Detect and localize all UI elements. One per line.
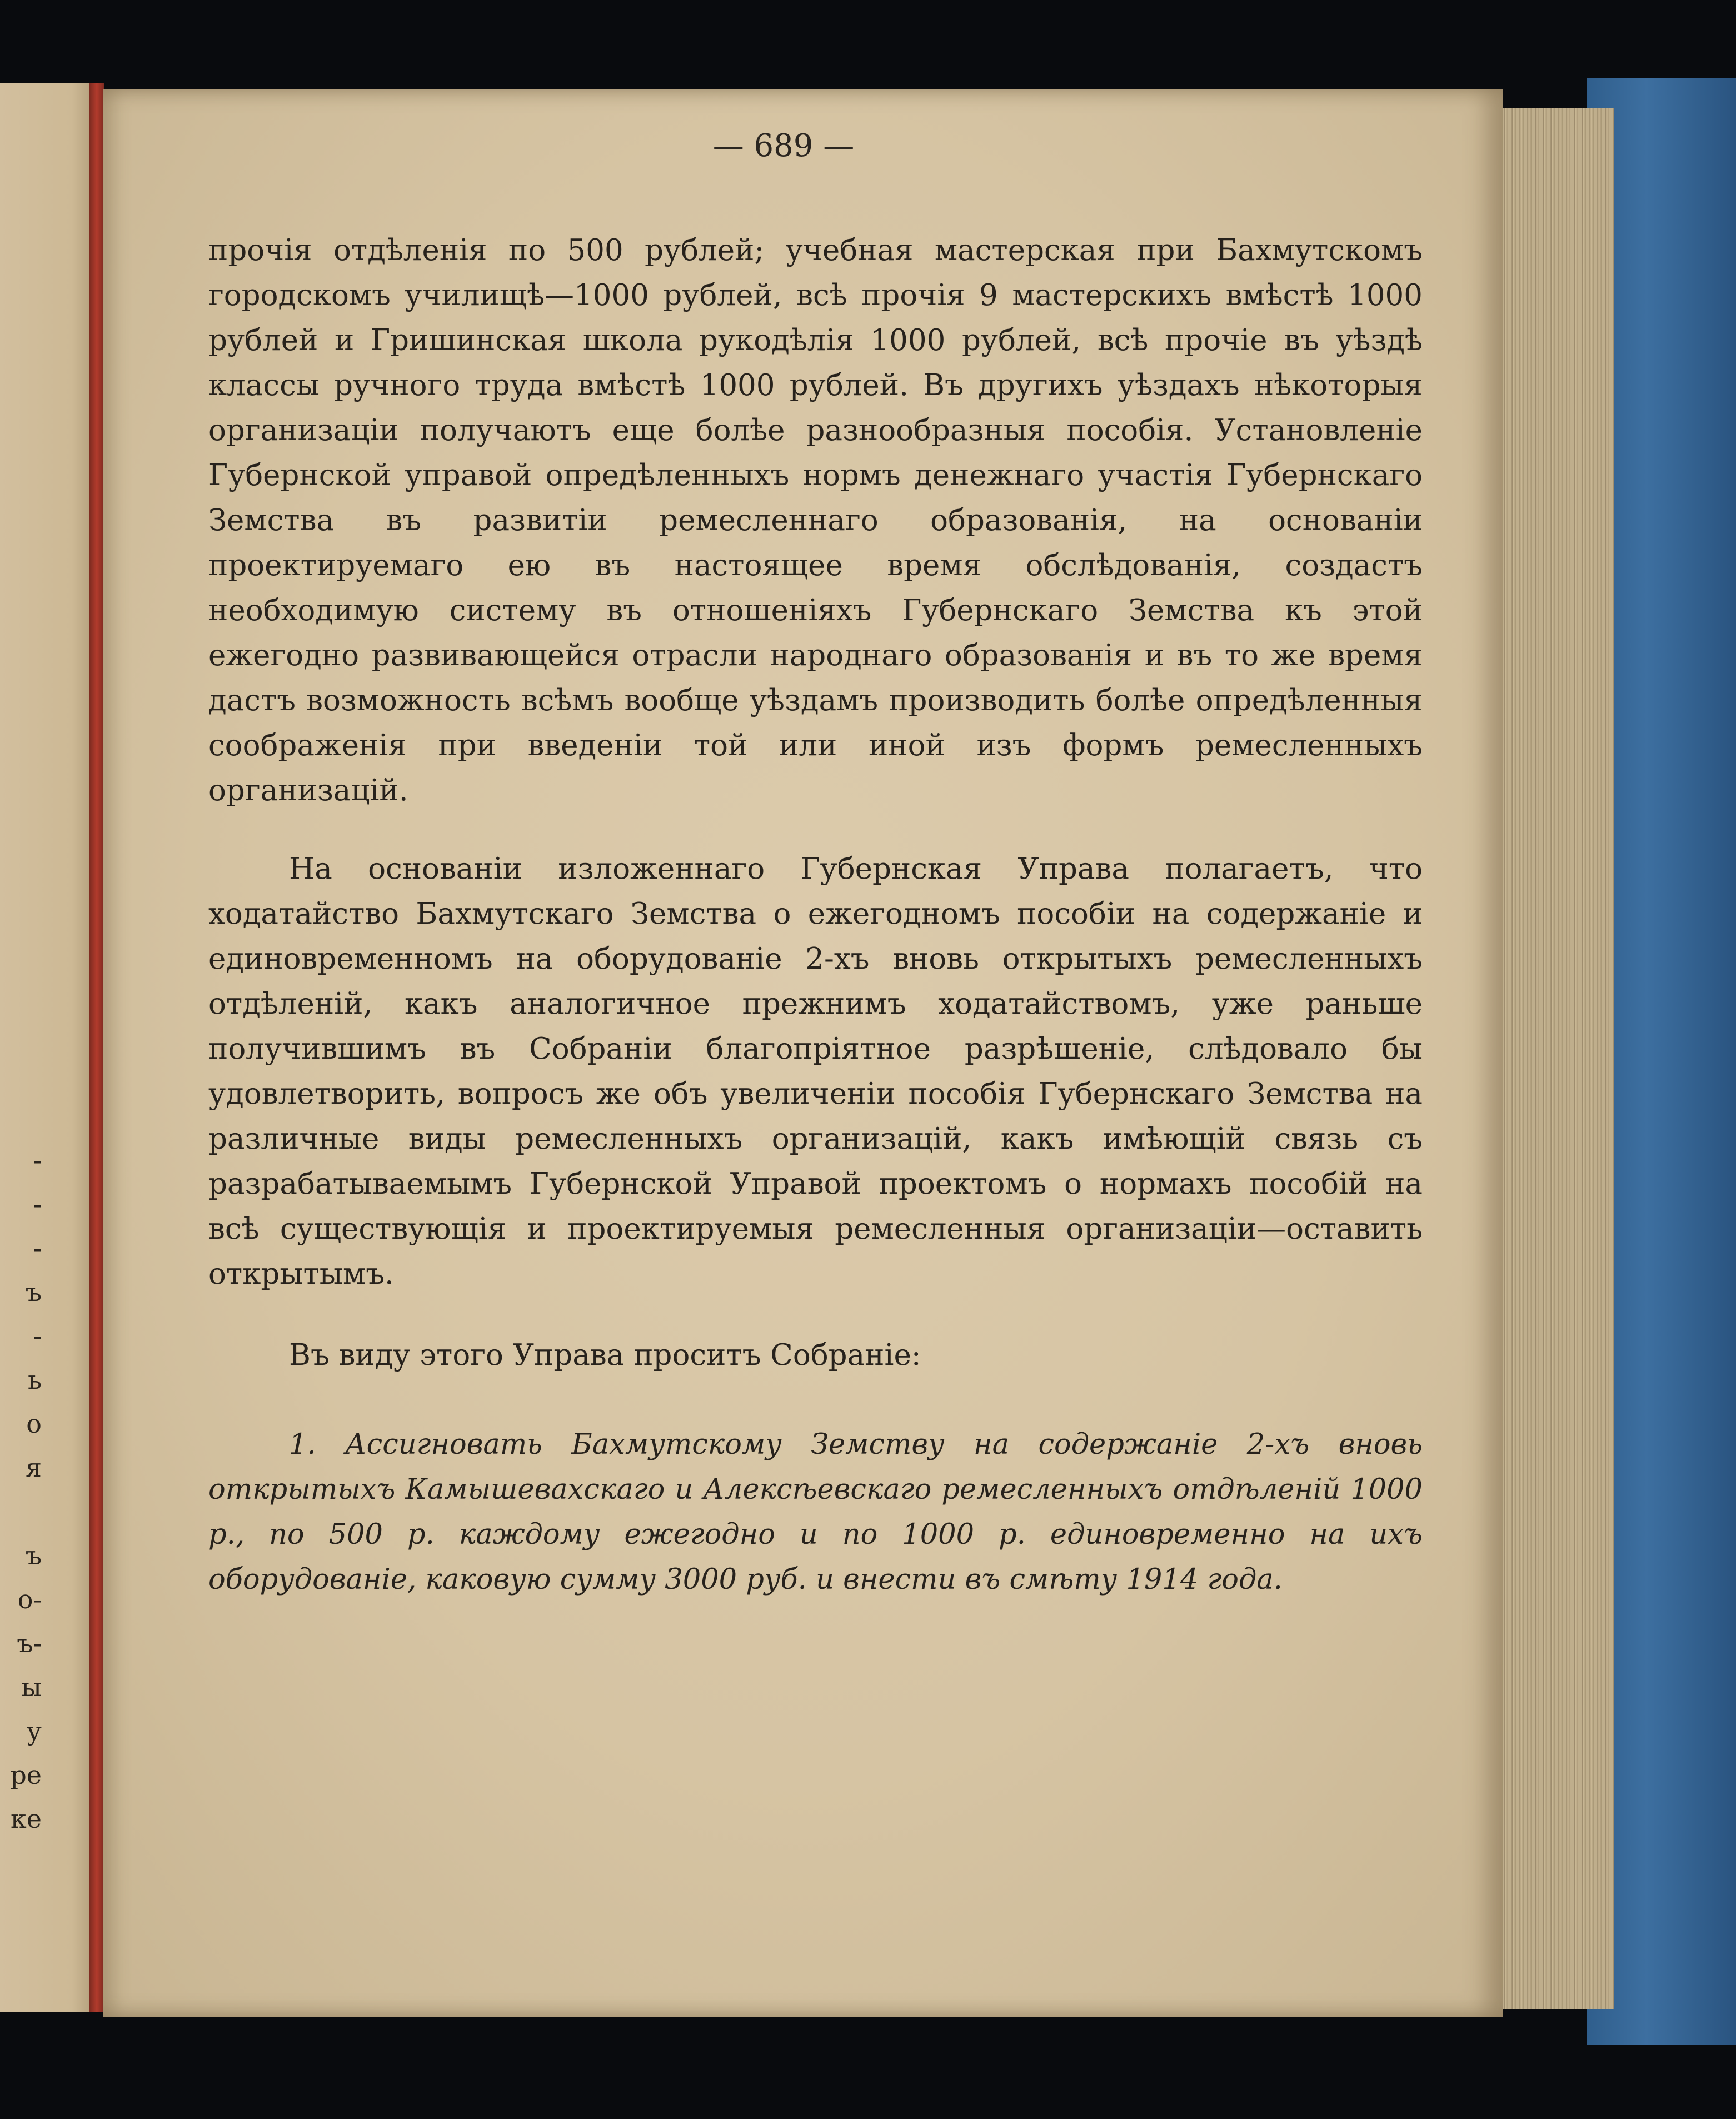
left-fragment: - (33, 1321, 42, 1351)
italic-resolution-paragraph: 1. Ассигновать Бахмутскому Земству на содержаніе 2-хъ вновь открытыхъ Камышевахскаго и Алексѣевскаго ремесленныхъ отдѣленій 1000 р., по 500 р. каждому ежегодно и по 1000 р. единовременно на ихъ оборудованіе, каковую сумму 3000 руб. и внести въ смѣту 1914 года. (208, 1428, 1423, 1596)
left-fragment: - (33, 1233, 42, 1263)
left-fragment: ы (21, 1672, 42, 1702)
page-number: — 689 — (712, 128, 855, 164)
left-fragment: - (33, 1145, 42, 1175)
left-fragment: ъ- (17, 1628, 42, 1658)
left-fragment (0, 1490, 42, 1534)
left-fragment: о (26, 1409, 42, 1439)
left-fragment (0, 1095, 42, 1139)
left-fragment: я (25, 1453, 42, 1483)
paragraph: Въ виду этого Управа проситъ Собраніе: (289, 1338, 921, 1372)
book-page (103, 89, 1503, 2017)
left-fragment: ъ (25, 1540, 42, 1570)
left-fragment: ъ (25, 1277, 42, 1307)
left-fragment: ь (27, 1365, 42, 1395)
left-fragment: - (33, 1189, 42, 1219)
left-page-text-fragments (0, 1095, 42, 1841)
page-block-edges (1500, 108, 1614, 2009)
red-spine-edge (89, 83, 104, 2012)
left-fragment: у (26, 1716, 42, 1746)
left-fragment: ке (11, 1804, 42, 1834)
left-facing-page (0, 83, 103, 2012)
left-fragment: о- (17, 1584, 42, 1614)
left-fragment: ре (10, 1760, 42, 1790)
page-text-block (208, 228, 1423, 1602)
paragraph: На основаніи изложеннаго Губернская Управа полагаетъ, что ходатайство Бахмутскаго Земства о ежегодномъ пособіи на содержаніе и единовременномъ на оборудованіе 2-хъ вновь открытыхъ ремесленныхъ отдѣленій, какъ аналогичное прежнимъ ходатайствомъ, уже раньше получившимъ въ Собраніи благопріятное разрѣшеніе, слѣдовало бы удовлетворить, вопросъ же объ увеличеніи пособія Губернскаго Земства на различные виды ремесленныхъ организацій, какъ имѣющій связь съ разрабатываемымъ Губернской Управой проектомъ о нормахъ пособій на всѣ существующія и проектируемыя ремесленныя организаціи—оставить открытымъ. (208, 852, 1423, 1291)
paragraph: прочія отдѣленія по 500 рублей; учебная мастерская при Бахмутскомъ городскомъ училищѣ—1000 рублей, всѣ прочія 9 мастерскихъ вмѣстѣ 1000 рублей и Гришинская школа рукодѣлія 1000 рублей, всѣ прочіе въ уѣздѣ классы ручного труда вмѣстѣ 1000 рублей. Въ другихъ уѣздахъ нѣкоторыя организаціи получаютъ еще болѣе разнообразныя пособія. Установленіе Губернской управой опредѣленныхъ нормъ денежнаго участія Губернскаго Земства въ развитіи ремесленнаго образованія, на основаніи проектируемаго ею въ настоящее время обслѣдованія, создастъ необходимую систему въ отношеніяхъ Губернскаго Земства къ этой ежегодно развивающейся отрасли народнаго образованія и въ то же время дастъ возможность всѣмъ вообще уѣздамъ производить болѣе опредѣленныя соображенія при введеніи той или иной изъ формъ ремесленныхъ организацій. (208, 233, 1423, 807)
